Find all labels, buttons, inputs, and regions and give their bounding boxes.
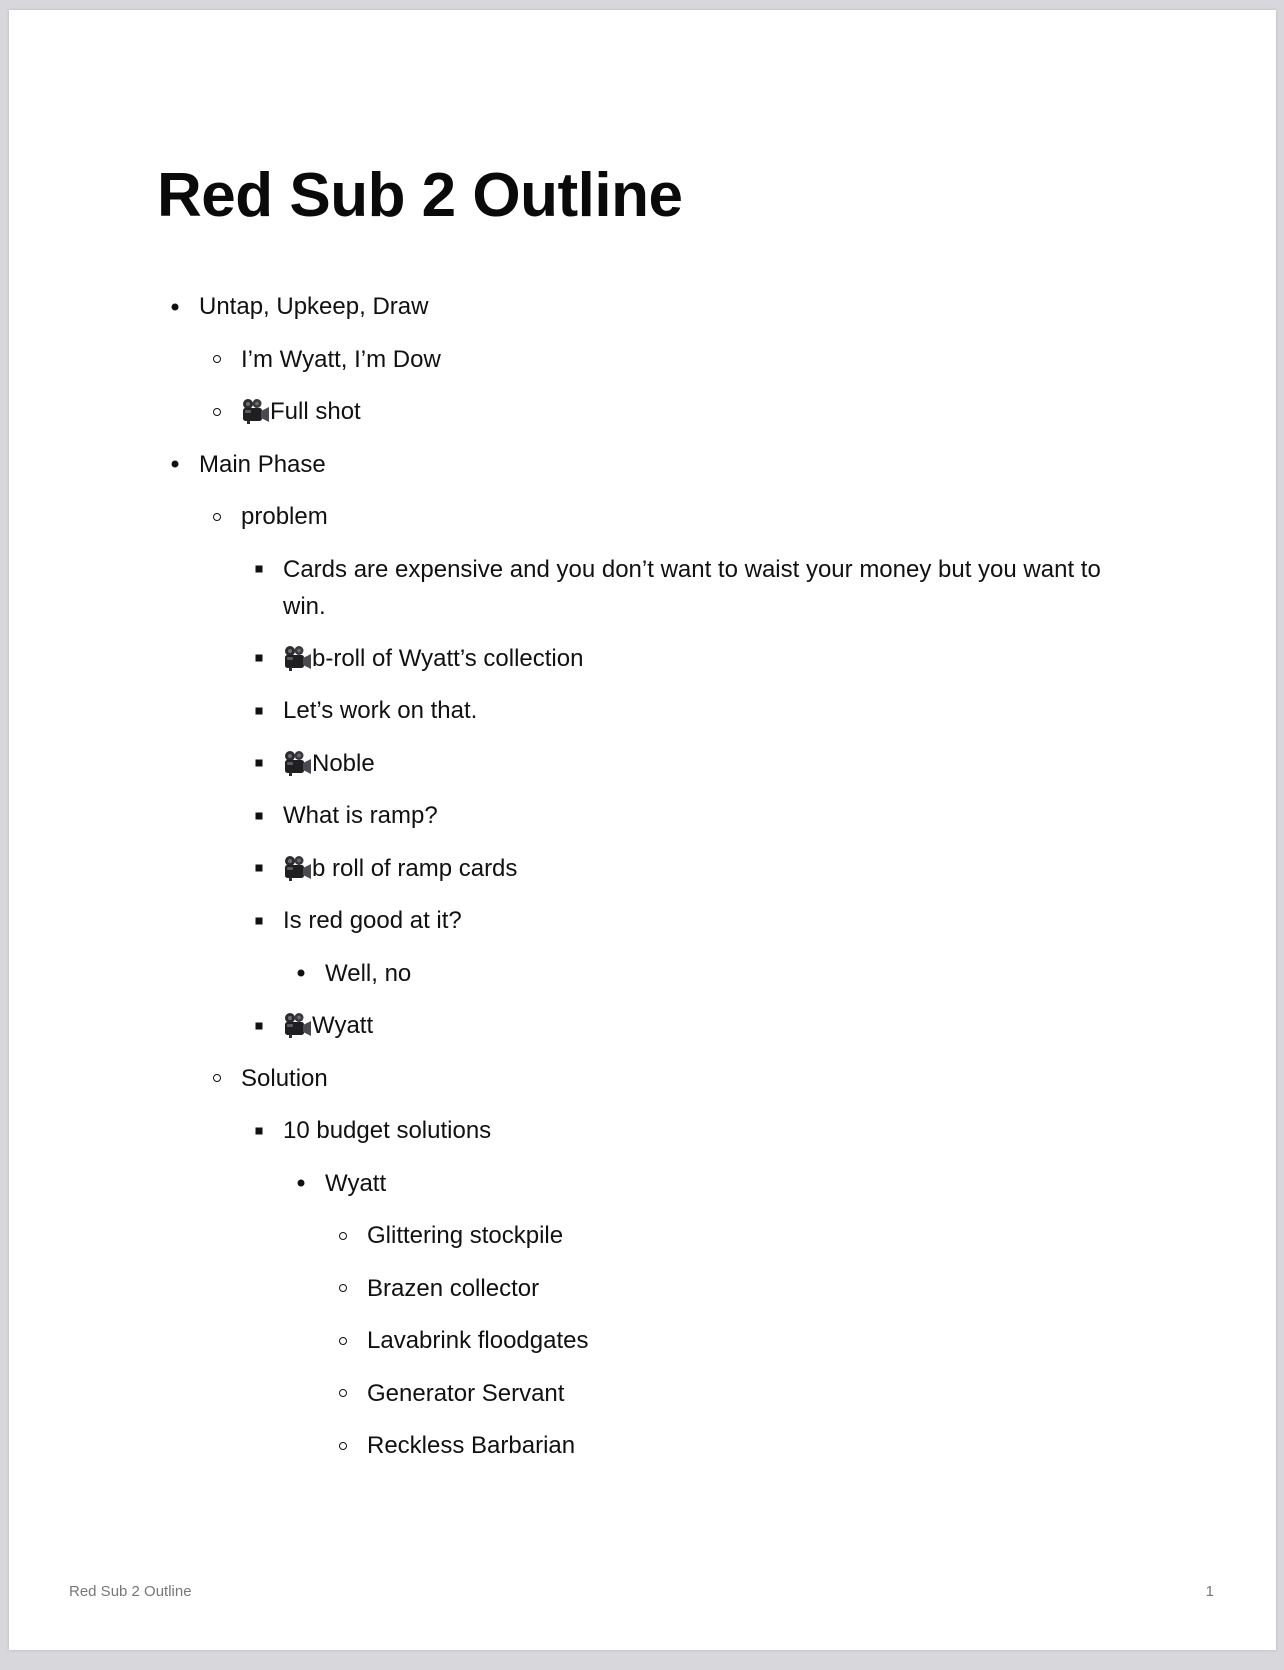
outline-item — [157, 1322, 1137, 1359]
circle-bullet-icon — [211, 1060, 223, 1097]
outline-item-text-wrap — [283, 850, 1137, 887]
outline-item-text-wrap — [241, 341, 1137, 378]
outline-item — [157, 288, 1137, 325]
outline-item — [157, 1270, 1137, 1307]
outline-item-text-wrap — [283, 640, 1137, 677]
outline-item — [157, 1217, 1137, 1254]
outline-item-text: Lavabrink floodgates — [367, 1327, 589, 1354]
outline-item — [157, 446, 1137, 483]
outline-item-text-wrap — [367, 1427, 1137, 1464]
outline-item-text: problem — [241, 503, 328, 530]
outline-item — [157, 1375, 1137, 1412]
outline-item-text: Reckless Barbarian — [367, 1432, 576, 1459]
outline-item — [157, 902, 1137, 939]
outline-item — [157, 1165, 1137, 1202]
outline-item-text: Is red good at it? — [283, 907, 462, 934]
circle-bullet-icon — [337, 1322, 349, 1359]
outline-item-text-wrap — [241, 498, 1137, 535]
outline-item — [157, 1007, 1137, 1044]
outline-item-text: Noble — [312, 749, 375, 777]
outline-item-text: Brazen collector — [367, 1274, 540, 1302]
page-title: Red Sub 2 Outline — [157, 161, 683, 230]
outline-item-text: Untap, Upkeep, Draw — [199, 293, 429, 320]
outline-item — [157, 1427, 1137, 1464]
square-bullet-icon — [253, 551, 265, 588]
movie-camera-icon — [283, 1012, 312, 1038]
outline-item — [157, 955, 1137, 992]
circle-bullet-icon — [337, 1217, 349, 1254]
outline-item-text-wrap — [367, 1270, 1137, 1307]
circle-bullet-icon — [337, 1270, 349, 1307]
circle-bullet-icon — [337, 1427, 349, 1464]
disc-bullet-icon — [295, 955, 307, 992]
circle-bullet-icon — [337, 1375, 349, 1412]
square-bullet-icon — [253, 1112, 265, 1149]
square-bullet-icon — [253, 640, 265, 677]
outline-item — [157, 797, 1137, 834]
outline-item-text-wrap — [241, 393, 1137, 430]
outline-item — [157, 640, 1137, 677]
outline-item-text: Main Phase — [199, 450, 326, 478]
outline-item — [157, 551, 1137, 625]
outline-item-text: What is ramp? — [283, 802, 438, 829]
footer-title: Red Sub 2 Outline — [69, 1583, 192, 1600]
outline-item-text: Well, no — [325, 959, 412, 987]
outline-item-text: Full shot — [270, 398, 361, 425]
outline-item-text: Solution — [241, 1064, 328, 1092]
outline-item-text: Wyatt — [325, 1169, 387, 1197]
outline-item — [157, 692, 1137, 729]
movie-camera-icon — [283, 645, 312, 671]
outline-item-text-wrap — [325, 1165, 1137, 1202]
outline-item-text-wrap — [367, 1322, 1137, 1359]
outline-item-text-wrap — [367, 1375, 1137, 1412]
document-page — [9, 10, 1276, 1650]
outline-item-text-wrap — [283, 745, 1137, 782]
outline-item-text-wrap — [199, 446, 1137, 483]
outline-item-text-wrap — [367, 1217, 1137, 1254]
outline-item-text: b roll of ramp cards — [312, 854, 518, 882]
outline-item-text-wrap — [283, 551, 1137, 625]
square-bullet-icon — [253, 902, 265, 939]
outline-item-text: Generator Servant — [367, 1379, 565, 1407]
disc-bullet-icon — [169, 446, 181, 483]
square-bullet-icon — [253, 797, 265, 834]
outline-item-text: 10 budget solutions — [283, 1117, 492, 1144]
square-bullet-icon — [253, 745, 265, 782]
outline-item — [157, 1112, 1137, 1149]
outline-item-text: Cards are expensive and you don’t want to waist your money but you want to win. — [283, 555, 1101, 620]
outline-item-text-wrap — [283, 692, 1137, 729]
square-bullet-icon — [253, 850, 265, 887]
outline-item-text-wrap — [283, 902, 1137, 939]
page-number: 1 — [1205, 1583, 1214, 1600]
disc-bullet-icon — [169, 288, 181, 325]
outline-item — [157, 1060, 1137, 1097]
outline-list — [157, 288, 1137, 1480]
square-bullet-icon — [253, 1007, 265, 1044]
outline-item-text-wrap — [283, 797, 1137, 834]
outline-item-text: b-roll of Wyatt’s collection — [312, 644, 584, 672]
outline-item-text-wrap — [199, 288, 1137, 325]
outline-item — [157, 745, 1137, 782]
outline-item-text: Wyatt — [312, 1012, 374, 1039]
outline-item-text: I’m Wyatt, I’m Dow — [241, 345, 441, 373]
outline-item-text: Let’s work on that. — [283, 697, 478, 724]
disc-bullet-icon — [295, 1165, 307, 1202]
circle-bullet-icon — [211, 498, 223, 535]
square-bullet-icon — [253, 692, 265, 729]
circle-bullet-icon — [211, 341, 223, 378]
outline-item-text-wrap — [283, 1112, 1137, 1149]
outline-item — [157, 341, 1137, 378]
outline-item-text: Glittering stockpile — [367, 1222, 564, 1249]
movie-camera-icon — [241, 398, 270, 424]
circle-bullet-icon — [211, 393, 223, 430]
outline-item-text-wrap — [325, 955, 1137, 992]
outline-item — [157, 498, 1137, 535]
outline-item-text-wrap — [283, 1007, 1137, 1044]
outline-item — [157, 393, 1137, 430]
outline-item — [157, 850, 1137, 887]
outline-item-text-wrap — [241, 1060, 1137, 1097]
movie-camera-icon — [283, 750, 312, 776]
movie-camera-icon — [283, 855, 312, 881]
